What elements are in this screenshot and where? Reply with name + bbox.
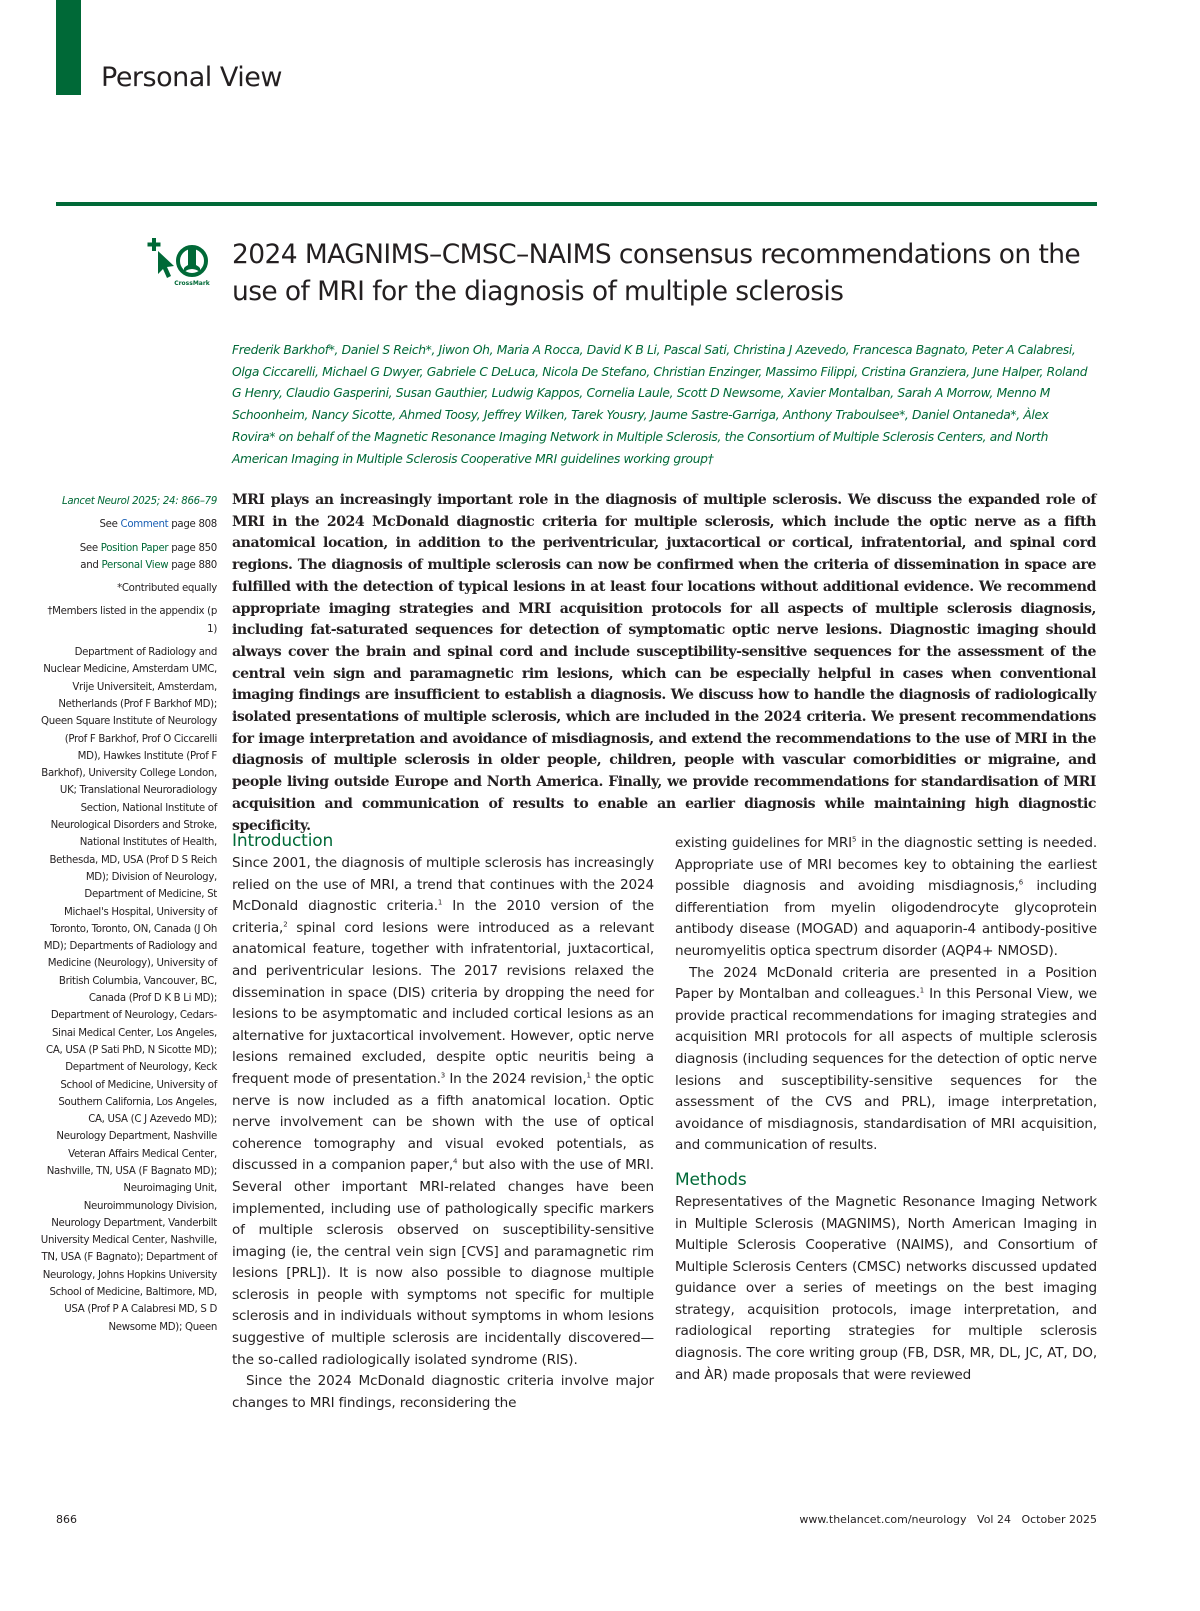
sidebar-notes: [40, 493, 217, 1342]
crossmark-button[interactable]: [140, 236, 220, 296]
see-comment-note: See Comment page 808: [99, 519, 217, 531]
abstract: MRI plays an increasingly important role in the diagnosis of multiple sclerosis. We discuss the expanded role of MRI in the 2024 McDonald diagnostic criteria for multiple sclerosis, which include the optic nerve as a fifth anatomical location, in addition to the periventricular, juxtacortical or cortical, infratentorial, and spinal cord regions. The diagnosis of multiple sclerosis can now be confirmed when the criteria of dissemination in space are fulfilled with the detection of typical lesions in at least four locations without additional evidence. We recommend appropriate imaging strategies and MRI acquisition protocols for all aspects of multiple sclerosis diagnosis, including fat-saturated sequences for detection of symptomatic optic nerve lesions. Diagnostic imaging should always cover the brain and spinal cord and include susceptibility-sensitive sequences for the assessment of the central vein sign and paramagnetic rim lesions, which can be especially helpful in cases when conventional imaging findings are insufficient to establish a diagnosis. We discuss how to handle the diagnosis of radiologically isolated presentations of multiple sclerosis, which are included in the 2024 criteria. We present recommendations for image interpretation and avoidance of misdiagnosis, and extend the recommendations to the use of MRI in the diagnosis of multiple sclerosis in older people, children, people with vascular comorbidities or migraine, and people living outside Europe and North America. Finally, we provide recommendations for standardisation of MRI acquisition and communication of results to enable an earlier diagnosis while maintaining high diagnostic specificity.: [232, 492, 1096, 834]
introduction-paragraph-1: Since 2001, the diagnosis of multiple sclerosis has increasingly relied on the use of MRI, a trend that continues with the 2024 McDonald diagnostic criteria.$^1$ In the 2010 version of the criteria,$^2$ spinal cord lesions were introduced as a relevant anatomical feature, together with infratentorial, juxtacortical, and periventricular lesions. The 2017 revisions relaxed the dissemination in space (DIS) criteria by dropping the need for lesions to be asymptomatic and included cortical lesions as an alternative for juxtacortical involvement. However, optic nerve lesions remained excluded, despite optic neuritis being a frequent mode of presentation.$^3$ In the 2024 revision,$^1$ the optic nerve is now included as a fifth anatomical location. Optic nerve involvement can be shown with the use of optical coherence tomography and visual evoked potentials, as discussed in a companion paper,$^4$ but also with the use of MRI. Several other important MRI-related changes have been implemented, including use of pathologically specific markers of multiple sclerosis observed on susceptibility-sensitive imaging (ie, the central vein sign [CVS] and paramagnetic rim lesions [PRL]). It is now also possible to diagnose multiple sclerosis in people with symptoms not specific for multiple sclerosis and in individuals without symptoms in whom lesions suggestive of multiple sclerosis are incidentally discovered—the so-called radiologically isolated syndrome (RIS).: [232, 855, 654, 1368]
body-column-right: [675, 833, 1097, 1386]
journal-reference: www.thelancet.com/neurology Vol 24 October 2025: [799, 1513, 1097, 1526]
see-position-note: See Position Paper page 850: [79, 542, 217, 554]
members-listed-note: †Members listed in the appendix (p 1): [47, 606, 217, 635]
introduction-heading: Introduction: [232, 831, 334, 851]
methods-paragraph-1: Representatives of the Magnetic Resonance Imaging Network in Multiple Sclerosis (MAGNIMS), North American Imaging in Multiple Sclerosis Cooperative (NAIMS), and Consortium of Multiple Sclerosis Centers (CMSC) networks discussed updated guidance over a series of meetings on the best imaging strategy, acquisition protocols, image interpretation, and radiological reporting strategies for multiple sclerosis diagnosis. The core writing group (FB, DSR, MR, DL, JC, AT, DO, and ÀR) made proposals that were reviewed: [675, 1193, 1097, 1383]
methods-heading: Methods: [675, 1169, 747, 1190]
journal-citation: Lancet Neurol 2025; 24: 866–79: [61, 496, 217, 507]
personal-view-note: and Personal View page 880: [80, 559, 217, 571]
affiliations: Department of Radiology and Nuclear Medicine, Amsterdam UMC, Vrije Universiteit, Amsterdam, Netherlands (Prof F Barkhof MD); Queen Square Institute of Neurology (Prof F Barkhof, Prof O Ciccarelli MD), Hawkes Institute (Prof F Barkhof), University College London, UK; Translational Neuroradiology Section, National Institute of Neurological Disorders and Stroke, National Institutes of Health, Bethesda, MD, USA (Prof D S Reich MD); Division of Neurology, Department of Medicine, St Michael's Hospital, University of Toronto, Toronto, ON, Canada (J Oh MD); Departments of Radiology and Medicine (Neurology), University of British Columbia, Vancouver, BC, Canada (Prof D K B Li MD); Department of Neurology, Cedars-Sinai Medical Center, Los Angeles, CA, USA (P Sati PhD, N Sicotte MD); Department of Neurology, Keck School of Medicine, University of Southern California, Los Angeles, CA, USA (C J Azevedo MD); Neurology Department, Nashville Veteran Affairs Medical Center, Nashville, TN, USA (F Bagnato MD); Neuroimaging Unit, Neuroimmunology Division, Neurology Department, Vanderbilt University Medical Center, Nashville, TN, USA (F Bagnato); Department of Neurology, Johns Hopkins University School of Medicine, Baltimore, MD, USA (Prof P A Calabresi MD, S D Newsome MD); Queen: [40, 647, 217, 1333]
position-paper-link[interactable]: Position Paper: [100, 542, 169, 554]
introduction-paragraph-4: The 2024 McDonald criteria are presented in a Position Paper by Montalban and colleagues.$^1$ In this Personal View, we provide practical recommendations for imaging strategies and acquisition MRI protocols for all aspects of multiple sclerosis diagnosis (including sequences for the detection of optic nerve lesions and susceptibility-sensitive sequences for the assessment of the CVS and PRL), image interpretation, avoidance of misdiagnosis, standardisation of MRI acquisition, and communication of results.: [675, 964, 1098, 1154]
section-label: Personal View: [101, 62, 282, 93]
body-column-left: [232, 830, 654, 1414]
contributed-equally-note: *Contributed equally: [117, 583, 217, 595]
page-number: 866: [56, 1513, 77, 1526]
crossmark-icon: [140, 236, 220, 296]
article-title: 2024 MAGNIMS–CMSC–NAIMS consensus recommendations on the use of MRI for the diagnosis of multiple sclerosis: [232, 239, 1081, 307]
introduction-paragraph-2: Since the 2024 McDonald diagnostic criteria involve major changes to MRI findings, reconsidering the: [232, 1373, 654, 1411]
personal-view-link[interactable]: Personal View: [101, 559, 169, 571]
section-accent-bar: [56, 0, 81, 95]
introduction-paragraph-3: existing guidelines for MRI$^5$ in the diagnostic setting is needed. Appropriate use of MRI becomes key to obtaining the earliest possible diagnosis and avoiding misdiagnosis,$^6$ including differentiation from myelin oligodendrocyte glycoprotein antibody disease (MOGAD) and aquaporin-4 antibody-positive neuromyelitis optica spectrum disorder (AQP4+ NMOSD).: [675, 835, 1098, 959]
author-list: Frederik Barkhof*, Daniel S Reich*, Jiwon Oh, Maria A Rocca, David K B Li, Pascal Sati, Christina J Azevedo, Francesca Bagnato, Peter A Calabresi, Olga Ciccarelli, Michael G Dwyer, Gabriele C DeLuca, Nicola De Stefano, Christian Enzinger, Massimo Filippi, Cristina Granziera, June Halper, Roland G Henry, Claudio Gasperini, Susan Gauthier, Ludwig Kappos, Cornelia Laule, Scott D Newsome, Xavier Montalban, Sarah A Morrow, Menno M Schoonheim, Nancy Sicotte, Ahmed Toosy, Jeffrey Wilken, Tarek Yousry, Jaume Sastre-Garriga, Anthony Traboulsee*, Daniel Ontaneda*, Àlex Rovira* on behalf of the Magnetic Resonance Imaging Network in Multiple Sclerosis, the Consortium of Multiple Sclerosis Centers, and North American Imaging in Multiple Sclerosis Cooperative MRI guidelines working group†: [232, 343, 1088, 466]
comment-link[interactable]: Comment: [120, 519, 169, 531]
header-divider: [56, 202, 1097, 206]
svg-text:CrossMark: CrossMark: [174, 280, 210, 287]
